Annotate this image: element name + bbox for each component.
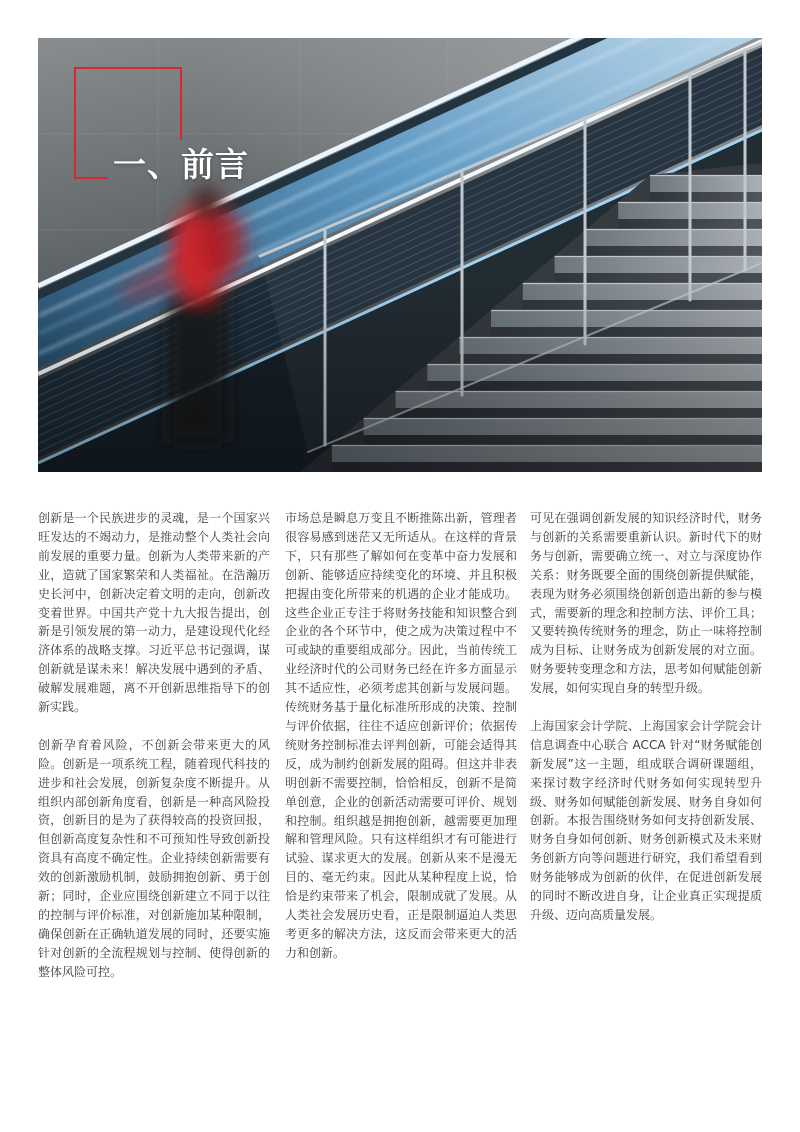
bottom-shade <box>38 38 762 472</box>
paragraph: 可见在强调创新发展的知识经济时代，财务与创新的关系需要重新认识。新时代下的财务与创新，需要确立统一、对立与深度协作关系：财务既要全面的围绕创新提供赋能，表现为财务必须围绕创新创造出新的参与模式，需要新的理念和控制方法、评价工具；又要转换传统财务的理念，防止一味将控制成为目标、让财务成为创新发展的对立面。财务要转变理念和方法，思考如何赋能创新发展，如何实现自身的转型升级。 <box>530 511 762 696</box>
text-column-1 <box>38 509 270 1001</box>
paragraph: 创新是一个民族进步的灵魂，是一个国家兴旺发达的不竭动力，是推动整个人类社会向前发展的重要力量。创新为人类带来新的产业，造就了国家繁荣和人类福祉。在浩瀚历史长河中，创新决定着文明的走向，创新改变着世界。中国共产党十九大报告提出，创新是引领发展的第一动力，是建设现代化经济体系的战略支撑。习近平总书记强调，谋创新就是谋未来！解决发展中遇到的矛盾、破解发展难题，离不开创新思维指导下的创新实践。 <box>38 511 270 715</box>
escalator-stairs-photo <box>38 38 762 472</box>
text-column-3 <box>530 509 762 944</box>
paragraph: 市场总是瞬息万变且不断推陈出新，管理者很容易感到迷茫又无所适从。在这样的背景下，只有那些了解如何在变革中奋力发展和创新、能够适应持续变化的环境、并且积极把握由变化所带来的机遇的企业才能成功。这些企业正专注于将财务技能和知识整合到企业的各个环节中，使之成为决策过程中不可或缺的重要组成部分。因此，当前传统工业经济时代的公司财务已经在许多方面显示其不适应性，必须考虑其创新与发展问题。传统财务基于量化标准所形成的决策、控制与评价依据，往往不适应创新评价；依据传统财务控制标准去评判创新，可能会适得其反，成为制约创新发展的阻碍。但这并非表明创新不需要控制，恰恰相反，创新不是简单创意，企业的创新活动需要可评价、规划和控制。组织越是拥抱创新，越需要更加理解和管理风险。只有这样组织才有可能进行试验、谋求更大的发展。创新从来不是漫无目的、毫无约束。因此从某种程度上说，恰恰是约束带来了机会，限制成就了发展。从人类社会发展历史看，正是限制逼迫人类思考更多的解决方法，这反而会带来更大的活力和创新。 <box>285 511 517 960</box>
section-title: 一、前言 <box>113 145 249 184</box>
paragraph: 创新孕育着风险，不创新会带来更大的风险。创新是一项系统工程，随着现代科技的进步和社会发展，创新复杂度不断提升。从组织内部创新角度看，创新是一种高风险投资，创新目的是为了获得较高的投资回报，但创新高度复杂性和不可预知性导致创新投资具有高度不确定性。企业持续创新需要有效的创新激励机制，鼓励拥抱创新、勇于创新；同时，企业应围绕创新建立不同于以往的控制与评价标准，对创新施加某种限制，确保创新在正确轨道发展的同时，还要实施针对创新的全流程规划与控制、使得创新的整体风险可控。 <box>38 737 270 979</box>
text-column-2 <box>285 509 517 982</box>
hero-image <box>38 38 762 472</box>
paragraph: 上海国家会计学院、上海国家会计学院会计信息调查中心联合 ACCA 针对“财务赋能创新发展”这一主题，组成联合调研课题组，来探讨数字经济时代财务如何实现转型升级、财务如何赋能创新发展、财务自身如何创新。本报告围绕财务如何支持创新发展、财务自身如何创新、财务创新模式及未来财务创新方向等问题进行研究，我们希望看到财务能够成为创新的伙伴，在促进创新发展的同时不断改进自身，让企业真正实现提质升级、迈向高质量发展。 <box>530 718 762 923</box>
